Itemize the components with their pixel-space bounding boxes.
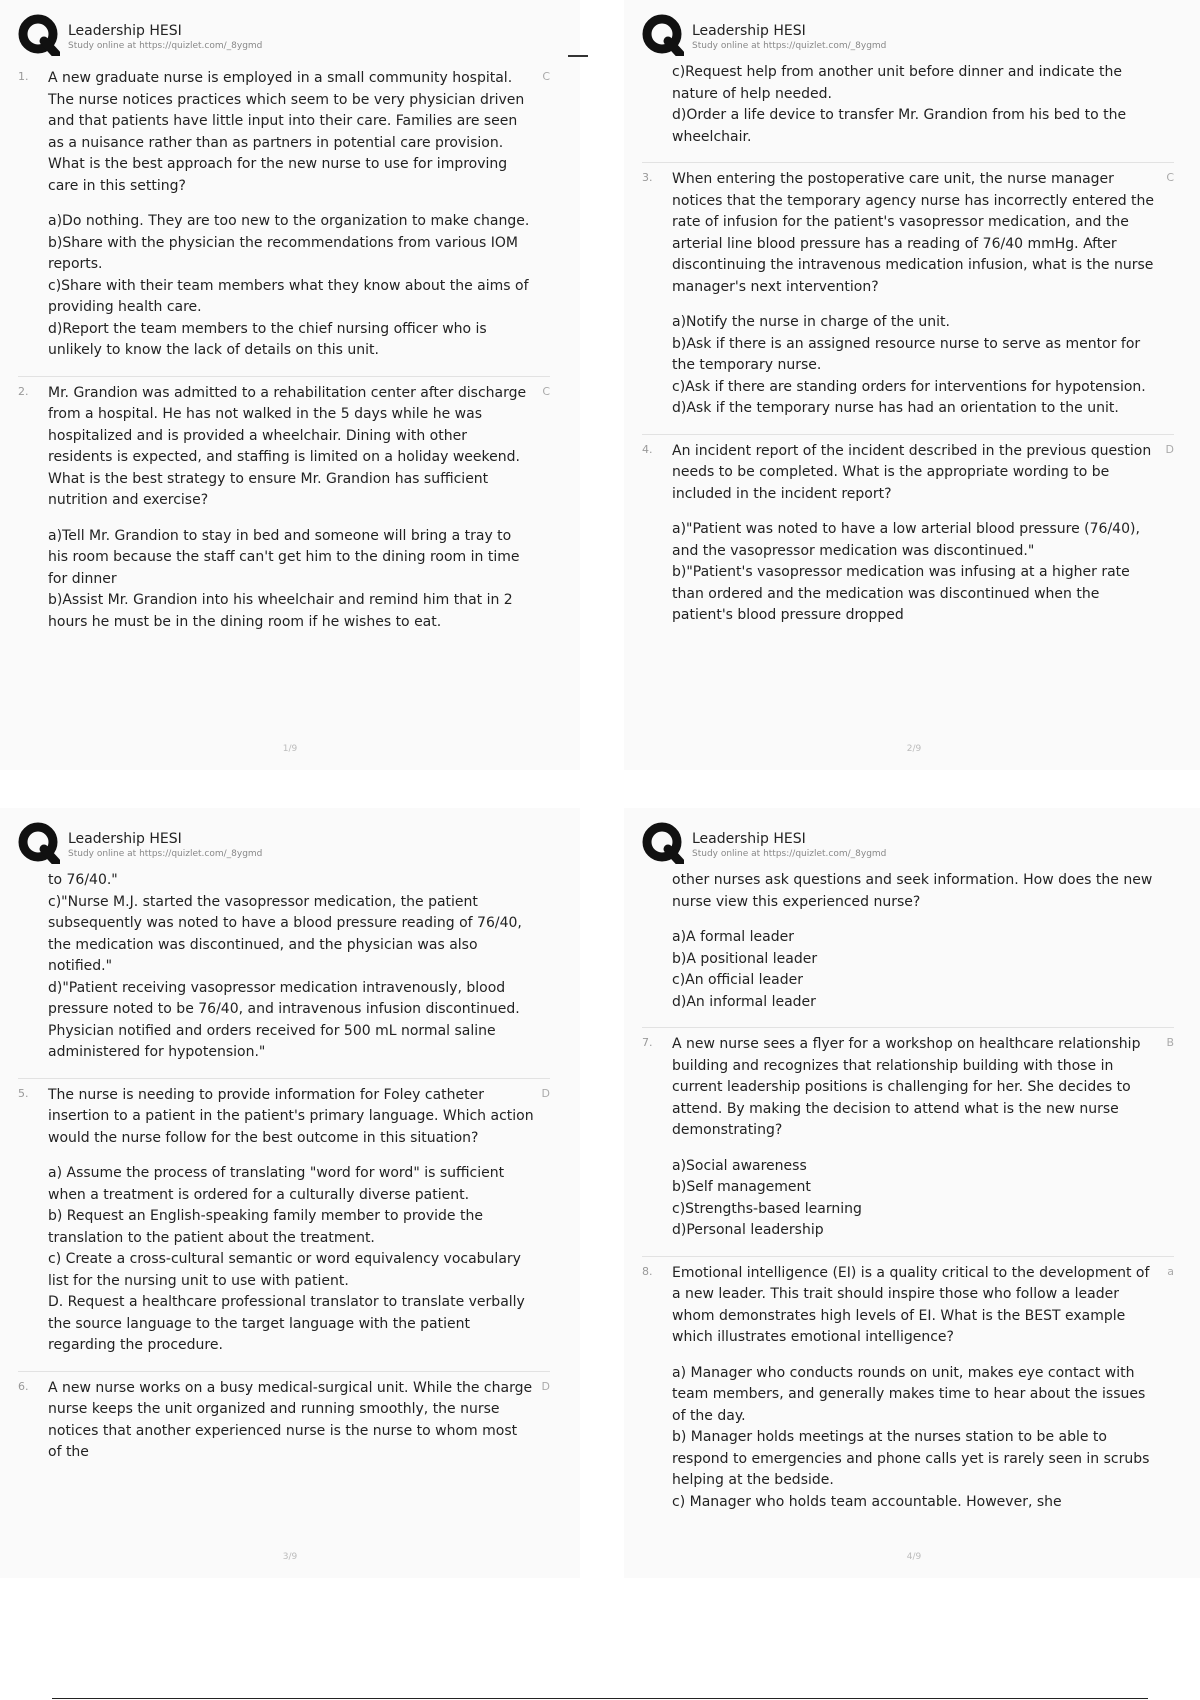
question-number: 7.: [642, 1036, 653, 1049]
answer-option: b) Manager holds meetings at the nurses station to be able to respond to emergencies and phone calls yet is rarely seen in scrubs helping at the bedside.: [672, 1429, 1150, 1488]
question-stem: Mr. Grandion was admitted to a rehabilitation center after discharge from a hospital. He has not walked in the 5 days while he was hospitalized and is provided a wheelchair. Dining with other residents is expected, and staffing is limited on a holiday weekend. What is the best strategy to ensure Mr. Grandion has sufficient nutrition and exercise?: [48, 384, 527, 508]
answer-option: a) Assume the process of translating "word for word" is sufficient when a treatment is ordered for a culturally diverse patient.: [48, 1165, 505, 1203]
answer-option: d)"Patient receiving vasopressor medication intravenously, blood pressure noted to be 76/40, and intravenous infusion discontinued. Physician notified and orders received for 500 mL normal saline administered for hypotension.": [48, 979, 520, 1060]
question-stem: The nurse is needing to provide information for Foley catheter insertion to a patient in the patient's primary language. Which action would the nurse follow for the best outcome in this situation?: [48, 1086, 534, 1146]
answer-option: a)Do nothing. They are too new to the organization to make change.: [48, 213, 530, 229]
answer-option: c)An official leader: [672, 972, 804, 988]
page-subtitle-link[interactable]: Study online at https://quizlet.com/_8ygmd: [68, 41, 263, 51]
answer-option: c)Ask if there are standing orders for interventions for hypotension.: [672, 378, 1146, 395]
question-stem-continued: other nurses ask questions and seek information. How does the new nurse view this experienced nurse?: [672, 872, 1153, 910]
answer-key: D: [541, 1086, 550, 1100]
quizlet-logo-icon: [18, 822, 60, 864]
answer-key: a: [1167, 1264, 1174, 1278]
question-item: [642, 1257, 1174, 1528]
page-subtitle-link[interactable]: Study online at https://quizlet.com/_8ygmd: [692, 849, 887, 859]
answer-option: c) Create a cross-cultural semantic or word equivalency vocabulary list for the nursing unit to use with patient.: [48, 1251, 521, 1289]
question-item: [18, 1079, 550, 1372]
answer-option: b)"Patient's vasopressor medication was infusing at a higher rate than ordered and the medication was discontinued when the patient's blood pressure dropped: [672, 564, 1130, 623]
answer-option: a) Manager who conducts rounds on unit, makes eye contact with team members, and generally makes time to hear about the issues of the day.: [672, 1364, 1146, 1424]
answer-option: c)Share with their team members what they know about the aims of providing health care.: [48, 277, 529, 315]
answer-option: a)A formal leader: [672, 929, 794, 945]
question-item: [18, 377, 550, 648]
answer-option: d)Report the team members to the chief nursing officer who is unlikely to know the lack of details on this unit.: [48, 320, 487, 358]
question-item: [18, 1372, 550, 1478]
document-page-2: [624, 0, 1200, 770]
answer-option: a)"Patient was noted to have a low arterial blood pressure (76/40), and the vasopressor medication was discontinued.": [672, 521, 1140, 559]
document-page-3: [0, 808, 580, 1578]
answer-option: b) Request an English-speaking family member to provide the translation to the patient about the treatment.: [48, 1208, 483, 1246]
question-number: 5.: [18, 1086, 29, 1100]
question-number: 1.: [18, 70, 29, 83]
answer-option: b)Share with the physician the recommendations from various IOM reports.: [48, 234, 518, 272]
question-item: [642, 435, 1174, 641]
page-title: Leadership HESI: [68, 831, 182, 847]
answer-option: d)An informal leader: [672, 993, 816, 1010]
answer-option: to 76/40.": [48, 872, 118, 888]
question-item: [642, 163, 1174, 435]
answer-option: c) Manager who holds team accountable. However, she: [672, 1493, 1062, 1510]
answer-key: C: [542, 384, 550, 398]
answer-option: d)Ask if the temporary nurse has had an orientation to the unit.: [672, 400, 1119, 416]
question-number: 4.: [642, 442, 653, 456]
quizlet-logo-icon: [18, 14, 60, 56]
answer-option: a)Notify the nurse in charge of the unit.: [672, 314, 950, 330]
page-number: 2/9: [906, 744, 922, 754]
answer-option: c)Request help from another unit before dinner and indicate the nature of help needed.: [672, 64, 1122, 102]
question-number: 3.: [642, 171, 653, 184]
document-page-1: [0, 0, 580, 770]
continued-options: [18, 870, 550, 1079]
page-subtitle-link[interactable]: Study online at https://quizlet.com/_8ygmd: [692, 41, 887, 51]
answer-option: d)Order a life device to transfer Mr. Grandion from his bed to the wheelchair.: [672, 107, 1127, 145]
page-header: [18, 822, 580, 870]
answer-option: a)Social awareness: [672, 1157, 807, 1174]
question-stem: A new graduate nurse is employed in a small community hospital. The nurse notices practices which seem to be very physician driven and that patients have little input into their care. Families are seen as a nuisance rather than as partners in potential care provision. What is the best approach for the new nurse to use for improving care in this setting?: [48, 70, 525, 194]
page-number: 3/9: [282, 1552, 298, 1562]
answer-option: b)A positional leader: [672, 950, 818, 967]
page-title: Leadership HESI: [692, 23, 806, 39]
page-number: 1/9: [282, 744, 298, 754]
answer-key: C: [1166, 171, 1174, 184]
answer-key: B: [1166, 1036, 1174, 1049]
question-stem: An incident report of the incident described in the previous question needs to be completed. What is the appropriate wording to be included in the incident report?: [672, 442, 1152, 502]
question-number: 8.: [642, 1264, 653, 1278]
answer-option: d)Personal leadership: [672, 1222, 824, 1238]
quizlet-logo-icon: [642, 822, 684, 864]
question-item: [18, 62, 550, 377]
quizlet-logo-icon: [642, 14, 684, 56]
question-stem: When entering the postoperative care unit, the nurse manager notices that the temporary agency nurse has incorrectly entered the rate of infusion for the patient's vasopressor medication, and the arterial line blood pressure has a reading of 76/40 mmHg. After discontinuing the intravenous medication infusion, what is the nurse manager's next intervention?: [672, 171, 1155, 295]
page-subtitle-link[interactable]: Study online at https://quizlet.com/_8ygmd: [68, 849, 263, 859]
question-stem: A new nurse works on a busy medical-surgical unit. While the charge nurse keeps the unit organized and running smoothly, the nurse notices that another experienced nurse is the nurse to whom most of the: [48, 1379, 533, 1460]
answer-key: D: [541, 1379, 550, 1393]
continued-options: [642, 62, 1174, 163]
answer-key: C: [542, 70, 550, 83]
question-number: 2.: [18, 384, 29, 398]
page-header: [642, 822, 1200, 870]
question-stem: A new nurse sees a flyer for a workshop on healthcare relationship building and recognizes that relationship building with those in current leadership positions is challenging for her. She decides to attend. By making the decision to attend what is the new nurse demonstrating?: [672, 1036, 1141, 1138]
question-item: [642, 1028, 1174, 1257]
page-header: [18, 14, 580, 62]
answer-option: c)Strengths-based learning: [672, 1200, 862, 1217]
answer-option: b)Self management: [672, 1179, 811, 1195]
document-page-4: [624, 808, 1200, 1578]
page-header: [642, 14, 1200, 62]
question-number: 6.: [18, 1379, 29, 1393]
answer-option: D. Request a healthcare professional translator to translate verbally the source language to the target language with the patient regarding the procedure.: [48, 1294, 525, 1353]
divider: [568, 55, 588, 57]
answer-option: a)Tell Mr. Grandion to stay in bed and someone will bring a tray to his room because the staff can't get him to the dining room in time for dinner: [48, 527, 520, 587]
page-number: 4/9: [906, 1552, 922, 1562]
answer-option: b)Assist Mr. Grandion into his wheelchair and remind him that in 2 hours he must be in the dining room if he wishes to eat.: [48, 592, 513, 630]
question-stem: Emotional intelligence (EI) is a quality critical to the development of a new leader. This trait should inspire those who follow a leader whom demonstrates high levels of EI. What is the BEST example which illustrates emotional intelligence?: [672, 1264, 1150, 1345]
page-title: Leadership HESI: [692, 831, 806, 847]
page-title: Leadership HESI: [68, 23, 182, 39]
answer-key: D: [1165, 442, 1174, 456]
footer-rule: [52, 1698, 1148, 1699]
answer-option: c)"Nurse M.J. started the vasopressor medication, the patient subsequently was noted to have a blood pressure reading of 76/40, the medication was discontinued, and the physician was also notified.": [48, 893, 522, 974]
continued-question: [642, 870, 1174, 1028]
answer-option: b)Ask if there is an assigned resource nurse to serve as mentor for the temporary nurse.: [672, 335, 1141, 373]
